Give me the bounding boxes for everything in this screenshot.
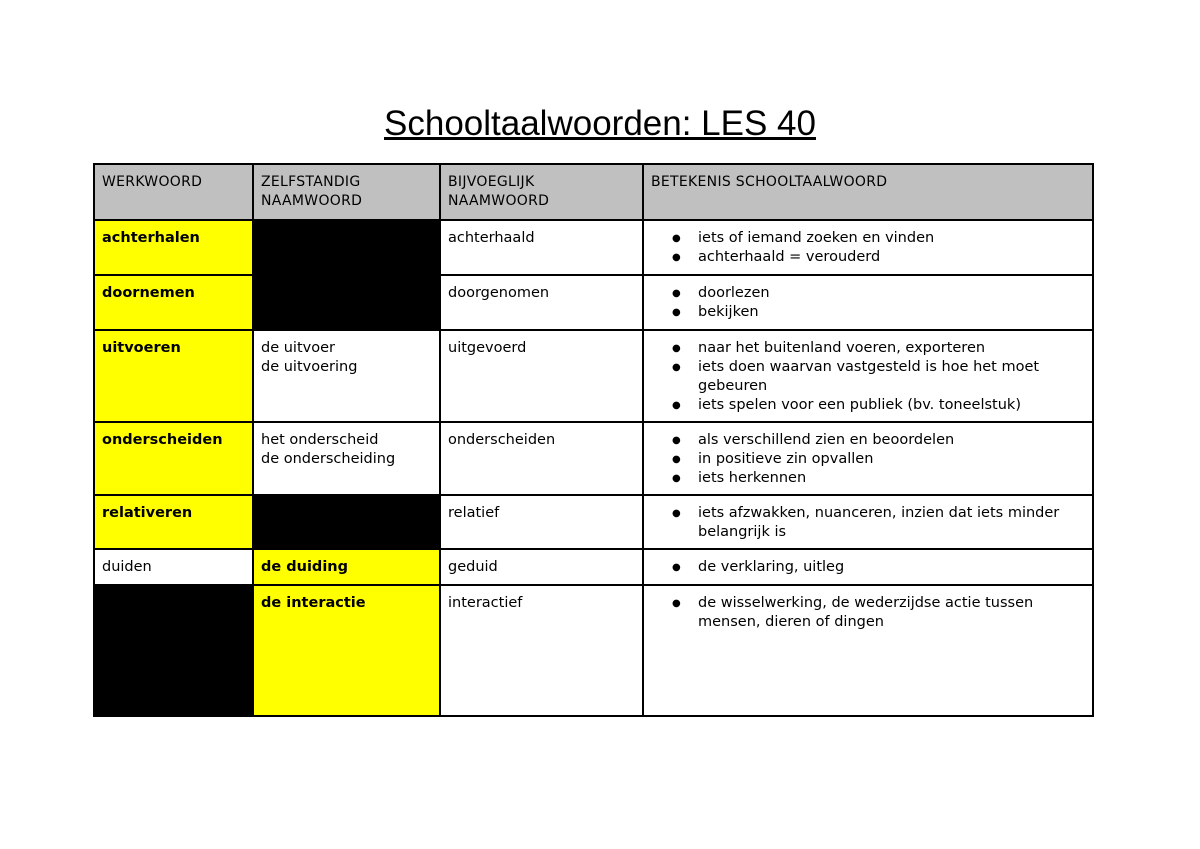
meaning-item: ● iets doen waarvan vastgesteld is hoe het moet gebeuren — [698, 358, 1085, 396]
meaning-item: ● doorlezen — [698, 284, 1085, 303]
noun-cell — [253, 330, 440, 422]
verb-cell: achterhalen — [94, 220, 253, 275]
table-row — [94, 495, 1093, 549]
adjective-cell: interactief — [440, 585, 643, 716]
adjective-cell: geduid — [440, 549, 643, 585]
header-zelfstandig-naamwoord: ZELFSTANDIG NAAMWOORD — [253, 164, 440, 220]
table-row — [94, 330, 1093, 422]
adjective-cell: uitgevoerd — [440, 330, 643, 422]
meaning-cell — [643, 585, 1093, 716]
adjective-cell: achterhaald — [440, 220, 643, 275]
blank-noun-cell — [253, 495, 440, 549]
adjective-cell: onderscheiden — [440, 422, 643, 495]
meaning-item: ● als verschillend zien en beoordelen — [698, 431, 1085, 450]
verb-cell: onderscheiden — [94, 422, 253, 495]
meaning-item: ● iets of iemand zoeken en vinden — [698, 229, 1085, 248]
meaning-item: ● in positieve zin opvallen — [698, 450, 1085, 469]
meaning-cell — [643, 422, 1093, 495]
noun-text: de uitvoer — [261, 340, 335, 356]
page-title: Schooltaalwoorden: LES 40 — [384, 104, 816, 143]
table-row — [94, 585, 1093, 716]
blank-verb-cell — [94, 585, 253, 716]
meaning-cell — [643, 495, 1093, 549]
verb-cell: uitvoeren — [94, 330, 253, 422]
table-header-row — [94, 164, 1093, 220]
blank-noun-cell — [253, 220, 440, 330]
meaning-item: ● naar het buitenland voeren, exporteren — [698, 339, 1085, 358]
meaning-item: ● iets afzwakken, nuanceren, inzien dat iets minder belangrijk is — [698, 504, 1085, 542]
table-row — [94, 275, 1093, 330]
noun-text: het onderscheid — [261, 432, 379, 448]
meaning-cell — [643, 275, 1093, 330]
header-werkwoord: WERKWOORD — [94, 164, 253, 220]
verb-cell: doornemen — [94, 275, 253, 330]
table-row — [94, 549, 1093, 585]
meaning-item: ● iets herkennen — [698, 469, 1085, 488]
meaning-item: ● achterhaald = verouderd — [698, 248, 1085, 267]
adjective-cell: doorgenomen — [440, 275, 643, 330]
meaning-item: ● de verklaring, uitleg — [698, 558, 1085, 577]
meaning-cell — [643, 330, 1093, 422]
header-betekenis: BETEKENIS SCHOOLTAALWOORD — [643, 164, 1093, 220]
noun-cell: de duiding — [253, 549, 440, 585]
table-row — [94, 220, 1093, 275]
adjective-cell: relatief — [440, 495, 643, 549]
meaning-item: ● bekijken — [698, 303, 1085, 322]
table-row — [94, 422, 1093, 495]
vocabulary-table — [93, 163, 1094, 717]
header-bijvoeglijk-naamwoord: BIJVOEGLIJK NAAMWOORD — [440, 164, 643, 220]
meaning-cell — [643, 549, 1093, 585]
meaning-item: ● iets spelen voor een publiek (bv. toneelstuk) — [698, 396, 1085, 415]
meaning-item: ● de wisselwerking, de wederzijdse actie tussen mensen, dieren of dingen — [698, 594, 1085, 632]
noun-cell — [253, 422, 440, 495]
meaning-cell — [643, 220, 1093, 275]
noun-text: de onderscheiding — [261, 451, 396, 467]
verb-cell: relativeren — [94, 495, 253, 549]
verb-cell: duiden — [94, 549, 253, 585]
noun-cell: de interactie — [253, 585, 440, 716]
noun-text: de uitvoering — [261, 359, 358, 375]
